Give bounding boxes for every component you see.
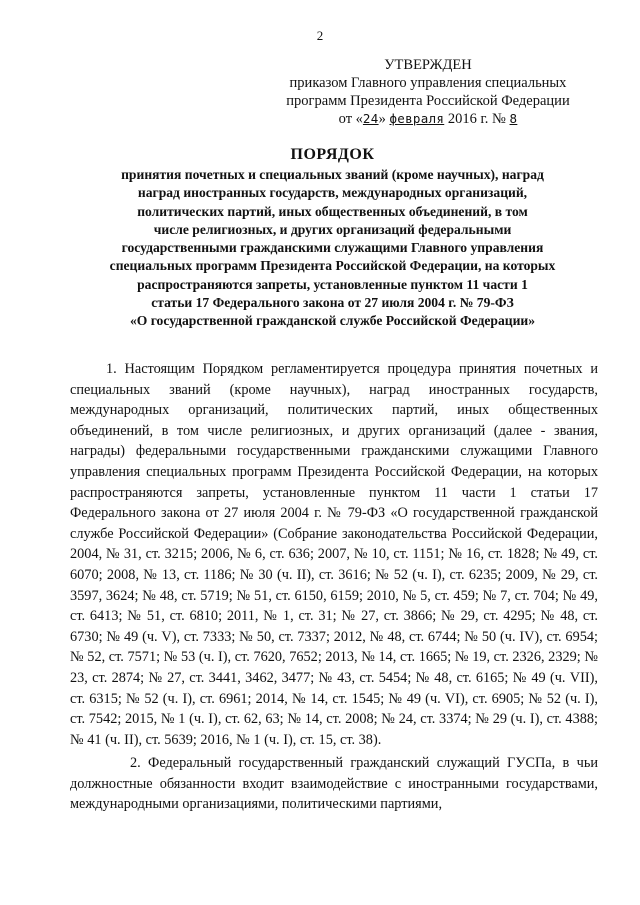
approval-line-1: приказом Главного управления специальных: [289, 75, 567, 91]
subtitle-line: наград иностранных государств, международных организаций,: [137, 185, 528, 201]
subtitle-line: принятия почетных и специальных званий (кроме научных), наград: [121, 167, 544, 182]
subtitle-line: статьи 17 Федерального закона от 27 июля 2004 г. № 79-ФЗ: [151, 295, 514, 311]
document-title: ПОРЯДОК: [290, 146, 375, 163]
page-number: 2: [316, 28, 324, 43]
subtitle-line: специальных программ Президента Российской Федерации, на которых: [109, 258, 556, 274]
subtitle-line: политических партий, иных общественных объединений, в том: [137, 203, 528, 219]
date-mid: »: [378, 111, 386, 127]
paragraph-2: 2. Федеральный государственный гражданский служащий ГУСПа, в чьи должностные обязанности входит взаимодействие с иностранными государствами, международными организациями, политическими партиями,: [70, 755, 598, 813]
subtitle-line: числе религиозных, и других организаций федеральными: [153, 221, 512, 237]
approval-date-line: [258, 110, 598, 128]
subtitle-line: распространяются запреты, установленные пунктом 11 части 1: [137, 276, 528, 292]
document-subtitle: [70, 166, 595, 331]
document-title-block: [70, 144, 595, 331]
subtitle-line: государственными гражданскими служащими Главного управления: [121, 240, 544, 256]
date-year: 2016 г. №: [447, 111, 506, 127]
date-prefix: от «: [338, 111, 363, 127]
handwritten-number: 8: [509, 111, 518, 126]
handwritten-month: февраля: [389, 111, 445, 126]
paragraph-1: 1. Настоящим Порядком регламентируется процедура принятия почетных и специальных званий (кроме научных), наград иностранных государств, международных организаций, политических партий, иных общественных объединений, в том числе религиозных, и других организаций (далее - звания, награды) федеральными государственными гражданскими служащими Главного управления специальных программ Президента Российской Федерации, на которых распространяются запреты, установленные пунктом 11 части 1 статьи 17 Федерального закона от 27 июля 2004 г. № 79-ФЗ «О государственной гражданской службе Российской Федерации» (Собрание законодательства Российской Федерации, 2004, № 31, ст. 3215; 2006, № 6, ст. 636; 2007, № 10, ст. 1151; № 16, ст. 1828; № 49, ст. 6070; 2008, № 13, ст. 1186; № 30 (ч. II), ст. 3616; № 52 (ч. I), ст. 6235; 2009, № 29, ст. 3597, 3624; № 48, ст. 5719; № 51, ст. 6150, 6159; 2010, № 5, ст. 459; № 7, ст. 704; № 49, ст. 6413; № 51, ст. 6810; 2011, № 1, ст. 31; № 27, ст. 3866; № 29, ст. 4295; № 48, ст. 6730; № 49 (ч. V), ст. 7333; № 50, ст. 7337; 2012, № 48, ст. 6744; № 50 (ч. IV), ст. 6954; № 52, ст. 7571; № 53 (ч. I), ст. 7620, 7652; 2013, № 14, ст. 1665; № 19, ст. 2326, 2329; № 23, ст. 2874; № 27, ст. 3441, 3462, 3477; № 43, ст. 5454; № 48, ст. 6165; № 49 (ч. VII), ст. 6315; № 52 (ч. I), ст. 6961; 2014, № 14, ст. 1545; № 49 (ч. VI), ст. 6905; № 52 (ч. I), ст. 7542; 2015, № 1 (ч. I), ст. 62, 63; № 14, ст. 2008; № 24, ст. 3374; № 29 (ч. I), ст. 4388; № 41 (ч. II), ст. 5639; 2016, № 1 (ч. I), ст. 15, ст. 38).: [70, 361, 598, 748]
handwritten-day: 24: [362, 111, 379, 126]
approval-line-2: программ Президента Российской Федерации: [286, 93, 570, 109]
document-body: [70, 359, 598, 815]
approval-heading: УТВЕРЖДЕН: [384, 57, 472, 73]
approval-stamp: [258, 56, 598, 128]
subtitle-line: «О государственной гражданской службе Российской Федерации»: [129, 313, 536, 329]
